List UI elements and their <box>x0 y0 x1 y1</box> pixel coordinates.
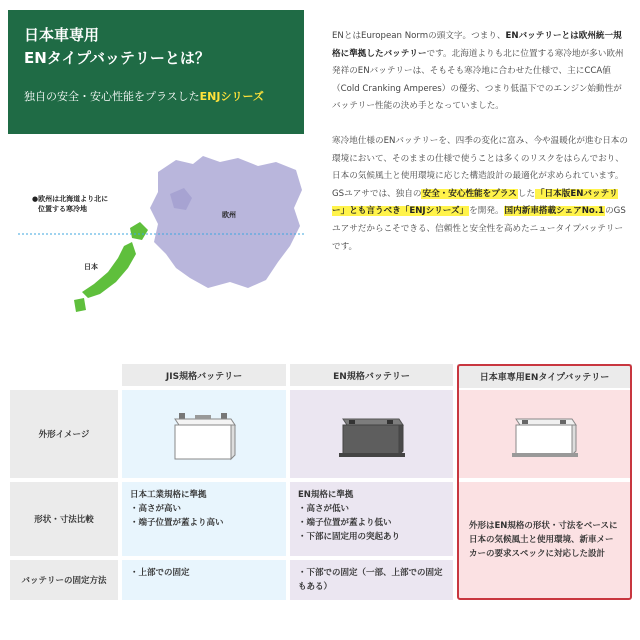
map-label-japan: 日本 <box>84 263 98 271</box>
en-shape-line-3: ・端子位置が蓋より低い <box>298 518 392 528</box>
paragraph-2 <box>332 133 630 256</box>
p2-a: 寒冷地仕様のENバッテリーを、四季の変化に富み、今や温暖化が進む日本の環境において、そのままの仕様で使うことは多くのリスクをはらんでおり、日本の気候風土と使用環境に応じた構造設計の最適化が求められています。 <box>332 135 628 182</box>
japan-hokkaido <box>130 222 148 240</box>
p2-e: のGSユアサだからこそできる、信頼性と安全性を高めたニュータイプバッテリーです。 <box>332 206 626 252</box>
row-header-shape: 形状・寸法比較 <box>10 482 118 556</box>
header-jp: 日本車専用ENタイプバッテリー <box>457 364 632 388</box>
paragraph-1 <box>332 28 630 116</box>
map-note-line2: 位置する寒冷地 <box>38 205 87 213</box>
hero-banner <box>8 10 304 134</box>
en-fixing-text: ・下部での固定（一部、上部での固定もある） <box>298 568 443 592</box>
hero-title-line1: 日本車専用 <box>24 26 100 44</box>
hero-title <box>24 24 288 70</box>
en-shape-line-4: ・下部に固定用の突起あり <box>298 532 401 542</box>
map-label-europe: 欧州 <box>222 211 236 219</box>
highlight-border <box>457 364 632 600</box>
map-note <box>32 194 108 214</box>
jis-battery-icon <box>171 405 237 463</box>
p2-highlight-1: 安全・安心性能をプラス <box>422 188 517 199</box>
jis-shape-line-3: ・端子位置が蓋より高い <box>130 518 224 528</box>
jis-shape-line-1: 日本工業規格に準拠 <box>130 490 207 500</box>
map-note-line1: ●欧州は北海道より北に <box>32 195 109 203</box>
p1-b: ENバッテリーとは欧州統一規格に準拠したバッテリー <box>332 31 622 59</box>
jis-shape-cell <box>122 482 286 556</box>
row-header-image: 外形イメージ <box>10 390 118 478</box>
jis-fixing-cell <box>122 560 286 600</box>
hero-subtitle <box>24 88 288 104</box>
p1-c: です。北海道よりも北に位置する寒冷地が多い欧州発祥のENバッテリーは、そもそも寒冷地に合わせた仕様で、主にCCA値（Cold Cranking Amperes）の優劣、つまり低温下でのエンジン始動性がバッテリー性能の決め手となっていました。 <box>332 48 624 112</box>
row-header-fixing: バッテリーの固定方法 <box>10 560 118 600</box>
p2-highlight-2: 「日本版ENバッテリー」とも言うべき「ENJシリーズ」 <box>332 188 618 217</box>
en-battery-icon <box>337 405 407 463</box>
japan-kyushu <box>74 298 86 312</box>
jis-image-cell <box>122 390 286 478</box>
en-image-cell <box>290 390 453 478</box>
jis-fixing-text: ・上部での固定 <box>130 568 190 578</box>
hero-subtitle-prefix: 独自の安全・安心性能をプラスした <box>24 90 200 103</box>
en-shape-cell <box>290 482 453 556</box>
description-text <box>332 28 630 256</box>
hero-title-line2: ENタイプバッテリーとは？ <box>24 49 210 67</box>
en-fixing-cell <box>290 560 453 600</box>
latitude-map <box>8 150 308 320</box>
p1-a: ENとはEuropean Normの頭文字。つまり、 <box>332 31 506 41</box>
jis-shape-line-2: ・高さが高い <box>130 504 182 514</box>
hero-subtitle-highlight: ENJシリーズ <box>199 90 264 103</box>
p2-c: した <box>517 188 535 199</box>
p2-d: を開発。 <box>469 206 504 217</box>
jp-desc-text: 外形はEN規格の形状・寸法をベースに日本の気候風土と使用環境、新車メーカーの要求スペックに対応した設計 <box>469 521 618 559</box>
p2-highlight-3: 国内新車搭載シェアNo.1 <box>504 206 605 217</box>
map-graphic <box>8 150 308 320</box>
header-jis: JIS規格バッテリー <box>122 364 286 386</box>
header-en: EN規格バッテリー <box>290 364 453 386</box>
europe-shape <box>150 156 302 288</box>
en-shape-line-1: EN規格に準拠 <box>298 490 354 500</box>
p2-b: GSユアサでは、独自の <box>332 188 422 199</box>
comparison-table <box>10 364 632 600</box>
en-shape-line-2: ・高さが低い <box>298 504 350 514</box>
